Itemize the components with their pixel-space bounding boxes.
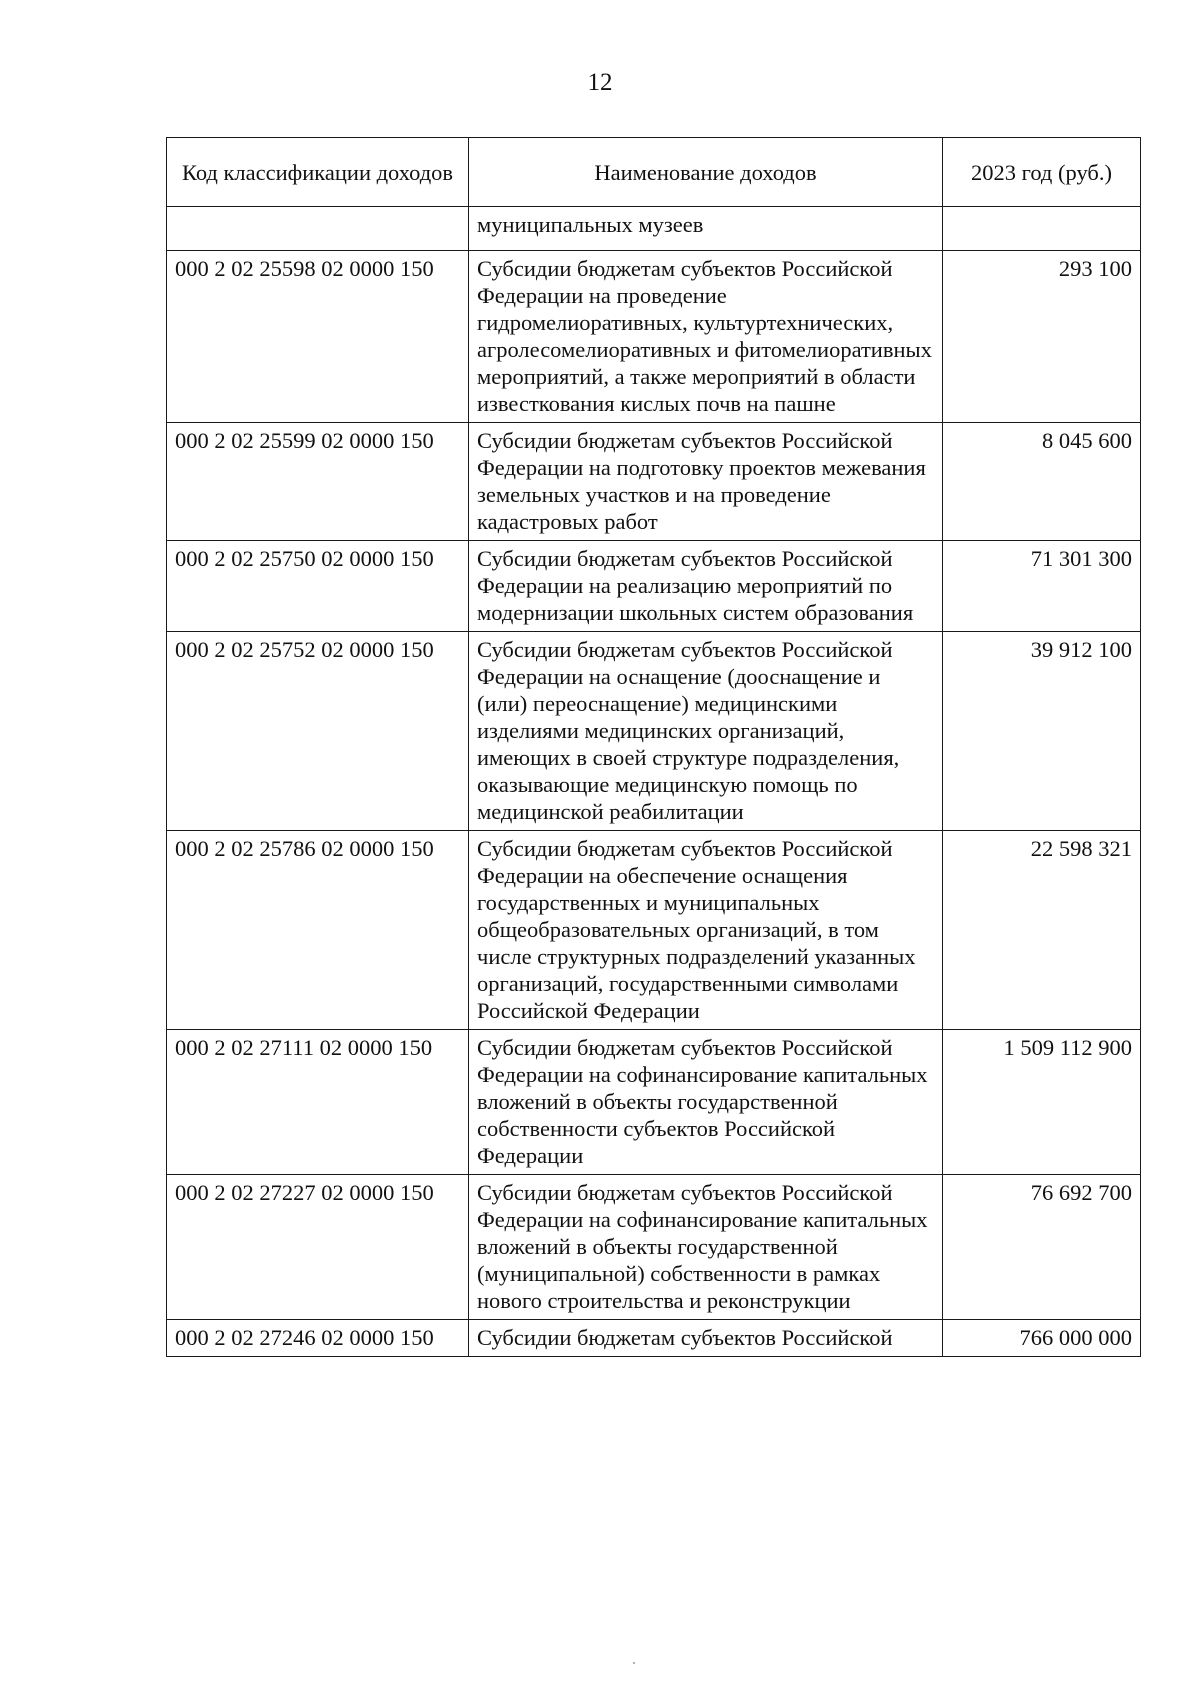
- scan-speck: [633, 1662, 635, 1664]
- cell-amount: 1 509 112 900: [943, 1030, 1141, 1175]
- table-row: [167, 831, 1141, 1030]
- table-row: [167, 541, 1141, 632]
- header-amount: 2023 год (руб.): [943, 138, 1141, 207]
- page-number: 12: [587, 69, 613, 96]
- cell-code: 000 2 02 27246 02 0000 150: [167, 1320, 469, 1357]
- cell-code: 000 2 02 27111 02 0000 150: [167, 1030, 469, 1175]
- table-row: [167, 1175, 1141, 1320]
- continuation-row: [167, 207, 1141, 251]
- cell-name: Субсидии бюджетам субъектов Российской Федерации на обеспечение оснащения государственных и муниципальных общеобразовательных организаций, в том числе структурных подразделений указанных организаций, государственными символами Российской Федерации: [469, 831, 943, 1030]
- cell-name: Субсидии бюджетам субъектов Российской Федерации на софинансирование капитальных вложений в объекты государственной (муниципальной) собственности в рамках нового строительства и реконструкции: [469, 1175, 943, 1320]
- cell-code: [167, 207, 469, 251]
- cell-amount: 766 000 000: [943, 1320, 1141, 1357]
- table-row: [167, 423, 1141, 541]
- cell-name: Субсидии бюджетам субъектов Российской Федерации на подготовку проектов межевания земельных участков и на проведение кадастровых работ: [469, 423, 943, 541]
- header-name: Наименование доходов: [469, 138, 943, 207]
- cell-amount: 71 301 300: [943, 541, 1141, 632]
- cell-amount: 39 912 100: [943, 632, 1141, 831]
- cell-name: Субсидии бюджетам субъектов Российской Федерации на оснащение (дооснащение и (или) переоснащение) медицинскими изделиями медицинских организаций, имеющих в своей структуре подразделения, оказывающие медицинскую помощь по медицинской реабилитации: [469, 632, 943, 831]
- table-header-row: [167, 138, 1141, 207]
- table-row: [167, 251, 1141, 423]
- cell-amount: [943, 207, 1141, 251]
- cell-amount: 76 692 700: [943, 1175, 1141, 1320]
- cell-amount: 8 045 600: [943, 423, 1141, 541]
- cell-name: Субсидии бюджетам субъектов Российской Федерации на софинансирование капитальных вложений в объекты государственной собственности субъектов Российской Федерации: [469, 1030, 943, 1175]
- cell-code: 000 2 02 25598 02 0000 150: [167, 251, 469, 423]
- cell-name: Субсидии бюджетам субъектов Российской: [469, 1320, 943, 1357]
- cell-amount: 22 598 321: [943, 831, 1141, 1030]
- cell-name: Субсидии бюджетам субъектов Российской Федерации на реализацию мероприятий по модернизации школьных систем образования: [469, 541, 943, 632]
- table-row: [167, 1030, 1141, 1175]
- table-row: [167, 632, 1141, 831]
- cell-amount: 293 100: [943, 251, 1141, 423]
- cell-code: 000 2 02 27227 02 0000 150: [167, 1175, 469, 1320]
- cell-name: муниципальных музеев: [469, 207, 943, 251]
- header-code: Код классификации доходов: [167, 138, 469, 207]
- cell-code: 000 2 02 25599 02 0000 150: [167, 423, 469, 541]
- cell-code: 000 2 02 25786 02 0000 150: [167, 831, 469, 1030]
- cell-name: Субсидии бюджетам субъектов Российской Федерации на проведение гидромелиоративных, культуртехнических, агролесомелиоративных и фитомелиоративных мероприятий, а также мероприятий в области известкования кислых почв на пашне: [469, 251, 943, 423]
- cell-code: 000 2 02 25752 02 0000 150: [167, 632, 469, 831]
- cell-code: 000 2 02 25750 02 0000 150: [167, 541, 469, 632]
- revenue-table: [166, 137, 1141, 1357]
- table-row: [167, 1320, 1141, 1357]
